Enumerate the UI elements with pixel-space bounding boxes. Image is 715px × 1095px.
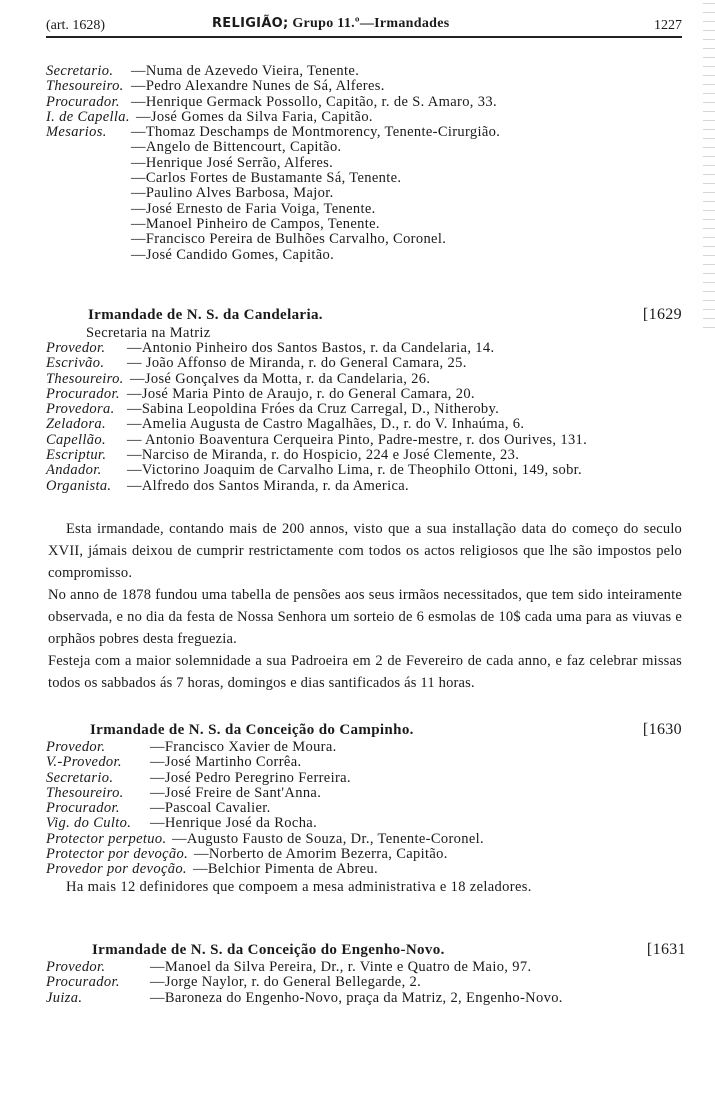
role-label: Zeladora.: [46, 416, 106, 433]
role-label: Provedora.: [46, 401, 115, 418]
officer-row: [46, 110, 686, 125]
officer-name: —Pascoal Cavalier.: [150, 800, 271, 817]
officer-name: —José Martinho Corrêa.: [150, 754, 302, 771]
section-note: Ha mais 12 definidores que compoem a mesa administrativa e 18 zeladores.: [66, 878, 532, 895]
officer-row: [46, 125, 686, 140]
officer-name: —Henrique José da Rocha.: [150, 815, 318, 832]
role-label: Thesoureiro.: [46, 784, 124, 801]
officer-row: [46, 479, 686, 494]
entry-number: [1631: [646, 941, 686, 958]
role-label: Vig. do Culto.: [46, 815, 132, 832]
officer-name: —Carlos Fortes de Bustamante Sá, Tenente.: [131, 170, 402, 187]
officer-row: [46, 755, 686, 770]
role-label: Provedor.: [46, 739, 106, 755]
officer-row: [46, 64, 686, 79]
officer-name: —Antonio Pinheiro dos Santos Bastos, r. da Candelaria, 14.: [127, 340, 495, 356]
officer-row: [46, 372, 686, 387]
officer-name: —Manoel Pinheiro de Campos, Tenente.: [131, 215, 380, 232]
officer-name: —José Maria Pinto de Araujo, r. do General Camara, 20.: [127, 385, 475, 402]
entry-number: [1629: [642, 306, 682, 323]
officer-row: [46, 402, 686, 417]
officer-row: [46, 95, 686, 110]
officer-row: [46, 202, 686, 217]
officer-row: [46, 832, 686, 847]
officer-row: [46, 448, 686, 463]
officer-name: —Sabina Leopoldina Fróes da Cruz Carregal, D., Nitheroby.: [127, 401, 500, 418]
officer-name: —José Ernesto de Faria Voiga, Tenente.: [131, 200, 376, 217]
officer-name: —Alfredo dos Santos Miranda, r. da America.: [127, 477, 410, 494]
role-label: Provedor por devoção.: [46, 861, 187, 878]
candelaria-description: [48, 518, 682, 694]
role-label: Andador.: [46, 462, 102, 479]
officer-row: [46, 356, 686, 371]
article-ref: (art. 1628): [46, 18, 106, 33]
section-campinho: [46, 720, 686, 896]
officer-name: —Amelia Augusta de Castro Magalhães, D., r. do V. Inhaúma, 6.: [127, 416, 525, 433]
officer-name: — João Affonso de Miranda, r. do General Camara, 25.: [127, 355, 467, 372]
officer-row: [46, 816, 686, 831]
officer-row: [46, 79, 686, 94]
officer-name: —Angelo de Bittencourt, Capitão.: [131, 139, 342, 156]
officers-list: [46, 960, 686, 1006]
role-label: Capellão.: [46, 431, 106, 448]
role-label: Protector perpetuo.: [46, 830, 167, 847]
role-label: Juiza.: [46, 989, 83, 1006]
officer-name: —Belchior Pimenta de Abreu.: [193, 861, 379, 878]
officer-name: —Numa de Azevedo Vieira, Tenente.: [131, 63, 360, 79]
officer-name: —José Freire de Sant'Anna.: [150, 784, 322, 801]
role-label: Procurador.: [46, 800, 120, 817]
role-label: Protector por devoção.: [46, 846, 189, 863]
scan-edge: [703, 0, 715, 330]
officer-row: [46, 801, 686, 816]
officer-name: —Paulino Alves Barbosa, Major.: [131, 185, 334, 202]
officer-row: [46, 975, 686, 990]
officer-row: [46, 847, 686, 862]
officer-row: [46, 771, 686, 786]
officer-row: [46, 248, 686, 263]
officer-row: [46, 140, 686, 155]
officers-list-1628: [46, 64, 686, 263]
section-heading: Irmandade de N. S. da Conceição do Engenho-Novo. [1631: [92, 941, 686, 958]
officer-row: [46, 156, 686, 171]
role-label: Escriptur.: [46, 447, 107, 464]
officer-name: —Francisco Xavier de Moura.: [150, 739, 337, 755]
entry-number: [1630: [642, 721, 682, 738]
officer-row: [46, 232, 686, 247]
section-title: RELIGIÃO; Grupo 11.º—Irmandades: [212, 16, 450, 31]
officer-name: —Henrique José Serrão, Alferes.: [131, 154, 334, 171]
officer-row: [46, 960, 686, 975]
role-label: Provedor.: [46, 959, 106, 975]
officer-row: [46, 417, 686, 432]
section-heading: Irmandade de N. S. da Conceição do Campinho. [1630: [90, 721, 682, 738]
section-engenho-novo: [46, 940, 686, 1006]
role-label: Secretario.: [46, 63, 114, 79]
role-label: V.-Provedor.: [46, 754, 122, 771]
officers-list: [46, 341, 686, 494]
officer-name: — Antonio Boaventura Cerqueira Pinto, Padre-mestre, r. dos Ourives, 131.: [127, 431, 588, 448]
role-label: Procurador.: [46, 974, 120, 991]
role-label: I. de Capella.: [46, 108, 130, 125]
officer-name: —Victorino Joaquim de Carvalho Lima, r. de Theophilo Ottoni, 149, sobr.: [127, 462, 583, 479]
running-header: [46, 10, 682, 38]
role-label: Organista.: [46, 477, 112, 494]
section-candelaria: [46, 305, 686, 494]
role-label: Procurador.: [46, 385, 120, 402]
officer-name: —Francisco Pereira de Bulhões Carvalho, Coronel.: [131, 231, 447, 248]
officer-name: —Henrique Germack Possollo, Capitão, r. de S. Amaro, 33.: [131, 93, 497, 110]
officer-name: —Manoel da Silva Pereira, Dr., r. Vinte e Quatro de Maio, 97.: [150, 959, 532, 975]
officer-row: [46, 341, 686, 356]
officer-row: [46, 186, 686, 201]
officer-row: [46, 991, 686, 1006]
officer-name: —Augusto Fausto de Souza, Dr., Tenente-Coronel.: [172, 830, 484, 847]
officer-name: —Norberto de Amorim Bezerra, Capitão.: [194, 846, 448, 863]
officer-row: [46, 387, 686, 402]
officer-name: —José Gonçalves da Motta, r. da Candelaria, 26.: [130, 370, 431, 387]
officer-name: —Pedro Alexandre Nunes de Sá, Alferes.: [131, 78, 385, 95]
officer-name: —Baroneza do Engenho-Novo, praça da Matriz, 2, Engenho-Novo.: [150, 989, 563, 1006]
paragraph: Esta irmandade, contando mais de 200 annos, visto que a sua installação data do começo do seculo XVII, jámais deixou de cumprir restrictamente com todos os actos religiosos que lhe são impostos pelo compromisso.: [48, 521, 682, 581]
section-subtitle: Secretaria na Matriz: [86, 325, 211, 341]
officers-list: [46, 740, 686, 878]
officer-name: —Thomaz Deschamps de Montmorency, Tenente-Cirurgião.: [131, 124, 501, 141]
officer-name: —José Candido Gomes, Capitão.: [131, 246, 335, 263]
officer-row: [46, 463, 686, 478]
officer-row: [46, 862, 686, 877]
officer-row: [46, 786, 686, 801]
officer-row: [46, 171, 686, 186]
role-label: Procurador.: [46, 93, 120, 110]
officer-name: —José Gomes da Silva Faria, Capitão.: [136, 108, 373, 125]
paragraph: No anno de 1878 fundou uma tabella de pensões aos seus irmãos necessitados, que tem sido inteiramente observada, e no dia da festa de Nossa Senhora um sorteio de 6 esmolas de 10$ cada uma para as viuvas e orphãos pobres desta freguezia.: [48, 587, 682, 647]
role-label: Thesoureiro.: [46, 78, 124, 95]
role-label: Escrivão.: [46, 355, 105, 372]
officer-row: [46, 217, 686, 232]
role-label: Thesoureiro.: [46, 370, 124, 387]
officer-name: —Jorge Naylor, r. do General Bellegarde, 2.: [150, 974, 422, 991]
role-label: Mesarios.: [46, 124, 107, 141]
officer-name: —José Pedro Peregrino Ferreira.: [150, 769, 351, 786]
officer-name: —Narciso de Miranda, r. do Hospicio, 224 e José Clemente, 23.: [127, 447, 520, 464]
role-label: Provedor.: [46, 340, 106, 356]
role-label: Secretario.: [46, 769, 114, 786]
section-heading: Irmandade de N. S. da Candelaria. [1629: [88, 306, 682, 323]
paragraph: Festeja com a maior solemnidade a sua Padroeira em 2 de Fevereiro de cada anno, e faz celebrar missas todos os sabbados ás 7 horas, domingos e dias santificados ás 11 horas.: [48, 653, 682, 691]
page-number: 1227: [654, 18, 682, 33]
officer-row: [46, 433, 686, 448]
officer-row: [46, 740, 686, 755]
